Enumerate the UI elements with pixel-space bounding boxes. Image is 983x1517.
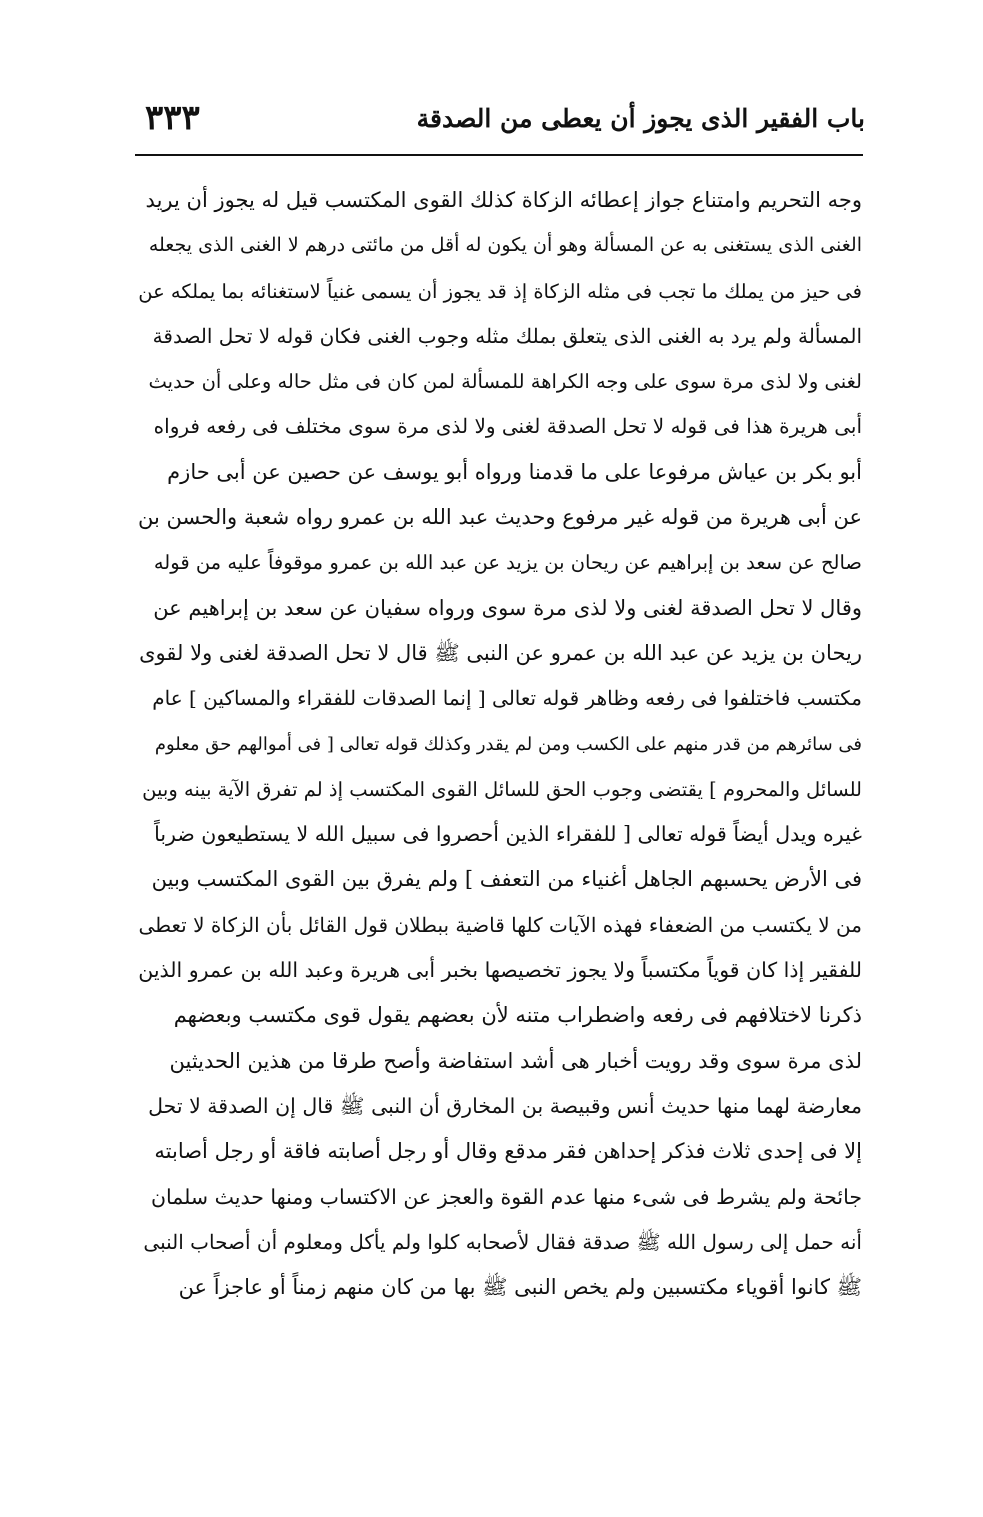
text-line: مكتسب فاختلفوا فى رفعه وظاهر قوله تعالى [ إنما الصدقات للفقراء والمساكين ] عام <box>152 686 862 711</box>
page-number: ٣٣٣ <box>145 98 200 138</box>
page-header <box>135 98 865 158</box>
text-line: صالح عن سعد بن إبراهيم عن ريحان بن يزيد عن عبد الله بن عمرو موقوفاً عليه من قوله <box>153 551 862 575</box>
text-line: أبو بكر بن عياش مرفوعا على ما قدمنا ورواه أبو يوسف عن حصين عن أبى حازم <box>167 459 862 484</box>
text-line: لذى مرة سوى وقد رويت أخبار هى أشد استفاضة وأصح طرقا من هذين الحديثين <box>169 1048 862 1073</box>
body-text <box>138 178 862 1310</box>
text-line: فى الأرض يحسبهم الجاهل أغنياء من التعفف ] ولم يفرق بين القوى المكتسب وبين <box>151 867 862 892</box>
running-title: باب الفقير الذى يجوز أن يعطى من الصدقة <box>416 104 865 133</box>
text-line: الغنى الذى يستغنى به عن المسألة وهو أن يكون له أقل من مائتى درهم لا الغنى الذى يجعله <box>148 234 862 257</box>
text-line: وقال لا تحل الصدقة لغنى ولا لذى مرة سوى ورواه سفيان عن سعد بن إبراهيم عن <box>153 595 862 620</box>
text-line: لغنى ولا لذى مرة سوى على وجه الكراهة للمسألة لمن كان فى مثل حاله وعلى أن حديث <box>148 370 862 394</box>
text-line: للسائل والمحروم ] يقتضى وجوب الحق للسائل القوى المكتسب إذ لم تفرق الآية بينه وبين <box>142 777 862 801</box>
header-divider <box>135 154 863 156</box>
text-line: من لا يكتسب من الضعفاء فهذه الآيات كلها قاضية ببطلان قول القائل بأن الزكاة لا تعطى <box>138 912 862 937</box>
text-line: فى سائرهم من قدر منهم على الكسب ومن لم يقدر وكذلك قوله تعالى [ فى أموالهم حق معلوم <box>154 733 862 755</box>
text-line: فى حيز من يملك ما تجب فى مثله الزكاة إذ قد يجوز أن يسمى غنياً لاستغنائه بما يملكه عن <box>138 279 862 303</box>
text-line: ذكرنا لاختلافهم فى رفعه واضطراب متنه لأن بعضهم يقول قوى مكتسب وبعضهم <box>173 1003 862 1028</box>
text-line: المسألة ولم يرد به الغنى الذى يتعلق بملك مثله وجوب الغنى فكان قوله لا تحل الصدقة <box>152 323 862 348</box>
text-line: ريحان بن يزيد عن عبد الله بن عمرو عن النبى ﷺ قال لا تحل الصدقة لغنى ولا لقوى <box>139 640 862 665</box>
text-line: ﷺ كانوا أقوياء مكتسبين ولم يخص النبى ﷺ بها من كان منهم زمناً أو عاجزاً عن <box>178 1275 862 1300</box>
text-line: غيره ويدل أيضاً قوله تعالى [ للفقراء الذين أحصروا فى سبيل الله لا يستطيعون ضرباً <box>154 822 862 847</box>
text-line: جائحة ولم يشرط فى شىء منها عدم القوة والعجز عن الاكتساب ومنها حديث سلمان <box>150 1184 862 1209</box>
text-line: للفقير إذا كان قوياً مكتسباً ولا يجوز تخصيصها بخبر أبى هريرة وعبد الله بن عمرو الذين <box>138 958 862 983</box>
text-line: إلا فى إحدى ثلاث فذكر إحداهن فقر مدقع وقال أو رجل أصابته فاقة أو رجل أصابته <box>154 1139 862 1164</box>
text-line: أبى هريرة هذا فى قوله لا تحل الصدقة لغنى ولا لذى مرة سوى مختلف فى رفعه فرواه <box>153 414 862 439</box>
text-line: عن أبى هريرة من قوله غير مرفوع وحديث عبد الله بن عمرو رواه شعبة والحسن بن <box>138 505 862 530</box>
text-line: أنه حمل إلى رسول الله ﷺ صدقة فقال لأصحابه كلوا ولم يأكل ومعلوم أن أصحاب النبى <box>143 1229 862 1254</box>
text-line: وجه التحريم وامتناع جواز إعطائه الزكاة كذلك القوى المكتسب قيل له يجوز أن يريد <box>145 188 862 212</box>
text-line: معارضة لهما منها حديث أنس وقبيصة بن المخارق أن النبى ﷺ قال إن الصدقة لا تحل <box>148 1093 862 1118</box>
